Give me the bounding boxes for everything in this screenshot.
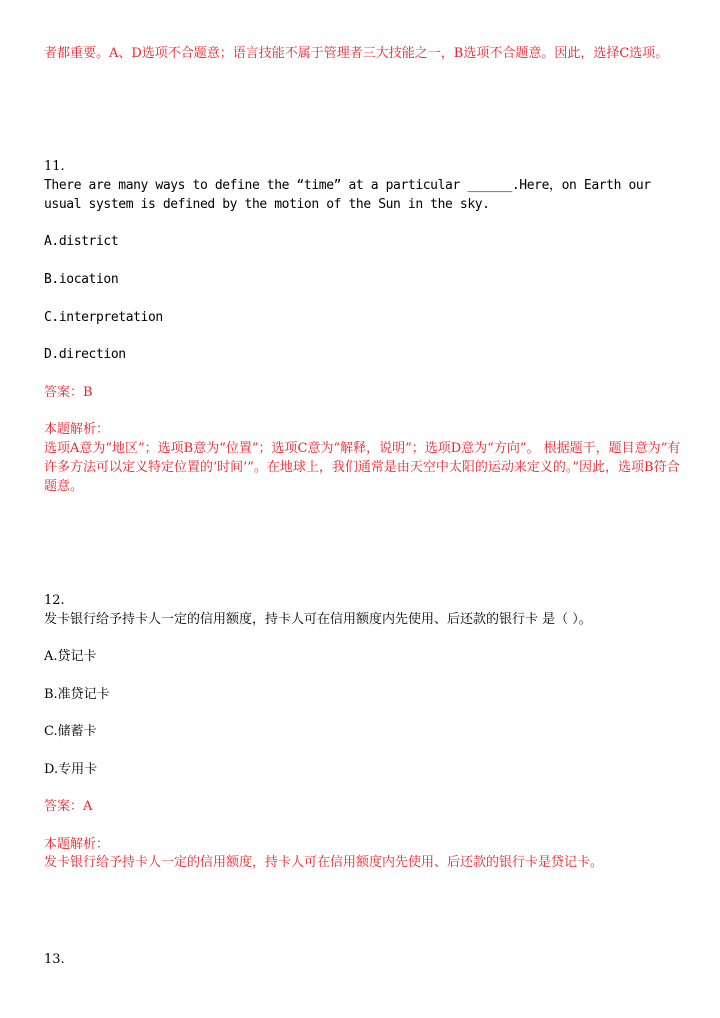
question-12-option-d: D.专用卡 [44,762,98,777]
question-13-number: 13. [44,952,65,967]
question-12-analysis-title: 本题解析： [44,837,110,852]
question-12-number: 12. [44,593,65,608]
question-11-analysis-text: 选项A意为“地区”；选项B意为“位置”；选项C意为“解释，说明”；选项D意为“方向”。 根据题干，题目意为“有许多方法可以定义特定位置的‘时间’”。在地球上，我们通常是由天空中太阳的运动来定义的。”因此，选项B符合题意。 [44,441,681,494]
question-11-option-b: B.iocation [44,272,119,287]
question-11-stem: There are many ways to define the “time” at a particular ______.Here，on Earth our usual system is defined by the motion of the Sun in the sky. [44,178,651,212]
previous-explanation-tail: 者都重要。A、D选项不合题意；语言技能不属于管理者三大技能之一，B选项不合题意。因此，选择C选项。 [44,46,669,61]
question-11-analysis-title: 本题解析： [44,422,110,437]
question-11-option-c: C.interpretation [44,310,163,325]
question-11-number: 11. [44,159,65,174]
question-12-option-a: A.贷记卡 [44,649,97,664]
question-12-answer: 答案：A [44,799,93,814]
question-11-option-a: A.district [44,234,119,249]
question-12-option-b: B.准贷记卡 [44,687,110,702]
question-12-analysis-text: 发卡银行给予持卡人一定的信用额度，持卡人可在信用额度内先使用、后还款的银行卡是贷记卡。 [44,855,604,870]
question-12-stem: 发卡银行给予持卡人一定的信用额度，持卡人可在信用额度内先使用、后还款的银行卡 是（ ）。 [44,612,592,627]
question-12-option-c: C.储蓄卡 [44,724,97,739]
question-11-option-d: D.direction [44,347,126,362]
question-11-answer: 答案：B [44,385,93,400]
